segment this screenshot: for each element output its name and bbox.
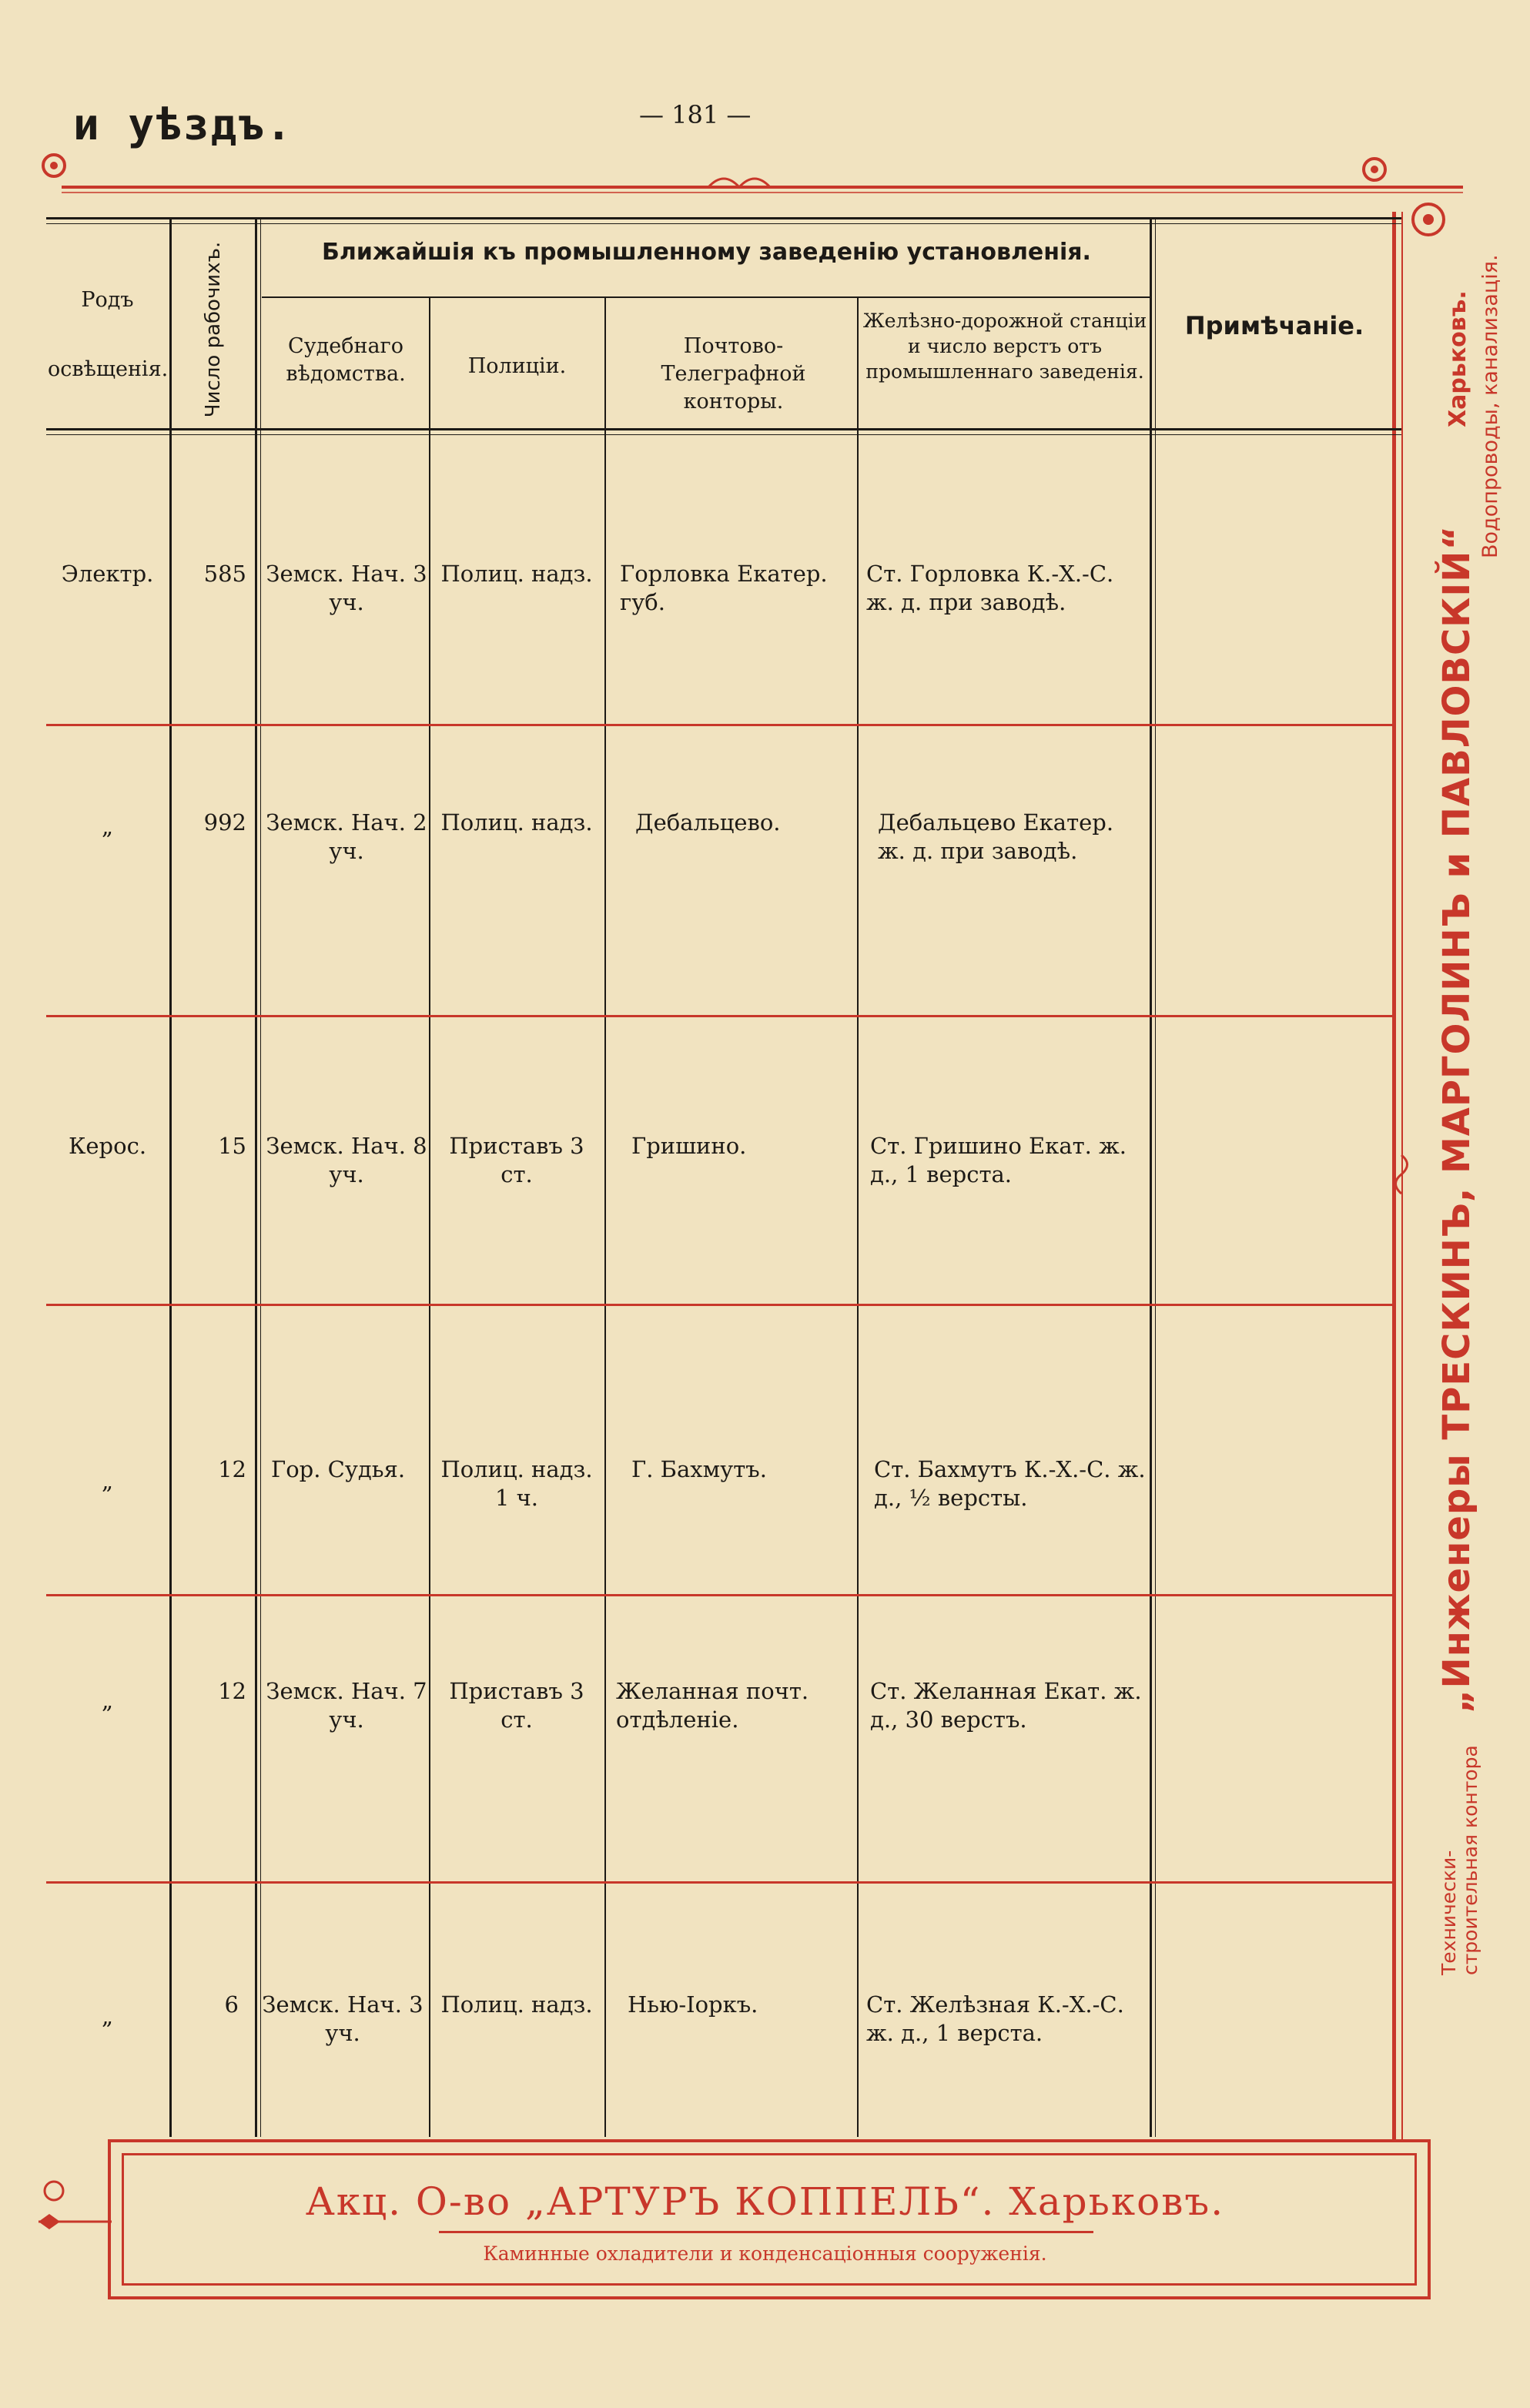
side-advert-line1	[1435, 173, 1483, 2006]
row4-rail: Ст. Бахмутъ К.-Х.-С. ж. д., ½ версты.	[874, 1456, 1146, 1511]
row2-police: Полиц. надз.	[440, 809, 593, 836]
col-line	[169, 219, 172, 2137]
header-lighting: Родъ освѣщенія.	[48, 288, 169, 381]
side-advert-line2	[1478, 173, 1509, 2006]
side-advert	[1432, 173, 1517, 2006]
table-top-rule	[46, 217, 1401, 219]
row-separator	[46, 1594, 1394, 1596]
row3-police: Приставъ 3 ст.	[449, 1133, 584, 1187]
header-bottom-rule-thin	[46, 434, 1401, 435]
row5-workers: 12	[218, 1678, 246, 1704]
header-police: Полиціи.	[467, 354, 567, 378]
row3-workers: 15	[218, 1133, 246, 1159]
group-header-rule	[262, 296, 1150, 298]
row-separator	[46, 1881, 1394, 1884]
row-separator	[46, 724, 1394, 726]
page-number: — 181 —	[639, 100, 752, 129]
row6-post: Нью-Іоркъ.	[628, 1991, 758, 2018]
row2-lighting: „	[101, 813, 114, 839]
row-separator	[46, 1304, 1394, 1306]
col-line	[255, 219, 257, 2137]
side-firm-city: Харьковъ.	[1445, 290, 1471, 427]
row4-workers: 12	[218, 1456, 246, 1482]
header-ornament-rule	[31, 139, 1494, 208]
header-court: Судебнаго вѣдомства.	[286, 334, 406, 386]
row3-court: Земск. Нач. 8 уч.	[266, 1133, 427, 1187]
row6-lighting: „	[101, 2003, 114, 2029]
row6-police: Полиц. надз.	[440, 1991, 593, 2018]
row2-court: Земск. Нач. 2 уч.	[266, 809, 427, 864]
header-post: Почтово-Телеграфной конторы.	[661, 334, 806, 414]
row5-post: Желанная почт. отдѣленіе.	[616, 1678, 809, 1733]
advert-underline	[439, 2231, 1093, 2233]
row4-police: Полиц. надз. 1 ч.	[440, 1456, 593, 1511]
row1-post: Горловка Екатер. губ.	[620, 561, 828, 615]
col-line-thin	[1155, 219, 1156, 2137]
row5-lighting: „	[101, 1687, 114, 1713]
col-line	[1150, 219, 1152, 2137]
col-line	[429, 298, 430, 2137]
row3-rail: Ст. Гришино Екат. ж. д., 1 верста.	[870, 1133, 1127, 1187]
row6-rail: Ст. Желѣзная К.-Х.-С. ж. д., 1 верста.	[866, 1991, 1124, 2046]
row2-workers: 992	[203, 809, 246, 836]
row2-post: Дебальцево.	[635, 809, 781, 836]
row4-court: Гор. Судья.	[271, 1456, 406, 1482]
row4-lighting: „	[101, 1468, 114, 1494]
row5-police: Приставъ 3 ст.	[449, 1678, 584, 1733]
col-line	[604, 298, 606, 2137]
row6-workers: 6	[224, 1991, 239, 2018]
advert-main-text: Акц. О-во „АРТУРЪ КОППЕЛЬ“. Харьковъ.	[305, 2179, 1225, 2224]
sidebar-divider-ornament-icon	[1386, 1151, 1417, 1197]
row6-court: Земск. Нач. 3 уч.	[262, 1991, 424, 2046]
header-group: Ближайшія къ промышленному заведенію установленія.	[322, 239, 1091, 266]
col-line	[857, 298, 859, 2137]
side-firm-services: Водопроводы, канализація.	[1478, 254, 1502, 558]
advert-sub-text: Каминные охладители и конденсаціонныя сооруженія.	[483, 2242, 1047, 2265]
side-firm-prefix: Технически-строительная контора	[1438, 1745, 1481, 1975]
row5-rail: Ст. Желанная Екат. ж. д., 30 верстъ.	[870, 1678, 1142, 1733]
page-heading: и уѣздъ.	[73, 100, 293, 150]
table-top-rule-thin	[46, 223, 1401, 224]
row3-post: Гришино.	[631, 1133, 747, 1159]
row1-police: Полиц. надз.	[440, 561, 593, 587]
header-rail: Желѣзно-дорожной станціи и число верстъ отъ промышленнаго заведенія.	[862, 310, 1147, 383]
row1-lighting: Электр.	[61, 561, 154, 587]
row1-court: Земск. Нач. 3 уч.	[266, 561, 427, 615]
side-firm-name: „Инженеры ТРЕСКИНЪ, МАРГОЛИНЪ и ПАВЛОВСКІЙ“	[1435, 525, 1478, 1713]
row-separator	[46, 1015, 1394, 1017]
row1-rail: Ст. Горловка К.-Х.-С. ж. д. при заводѣ.	[866, 561, 1114, 615]
header-bottom-rule	[46, 428, 1401, 430]
row4-post: Г. Бахмутъ.	[631, 1456, 767, 1482]
col-line-thin	[260, 219, 261, 2137]
row5-court: Земск. Нач. 7 уч.	[266, 1678, 427, 1733]
header-workers: Число рабочихъ.	[202, 241, 225, 417]
header-note: Примѣчаніе.	[1184, 311, 1364, 340]
row2-rail: Дебальцево Екатер. ж. д. при заводѣ.	[878, 809, 1114, 864]
row3-lighting: Керос.	[68, 1133, 147, 1159]
row1-workers: 585	[203, 561, 246, 587]
